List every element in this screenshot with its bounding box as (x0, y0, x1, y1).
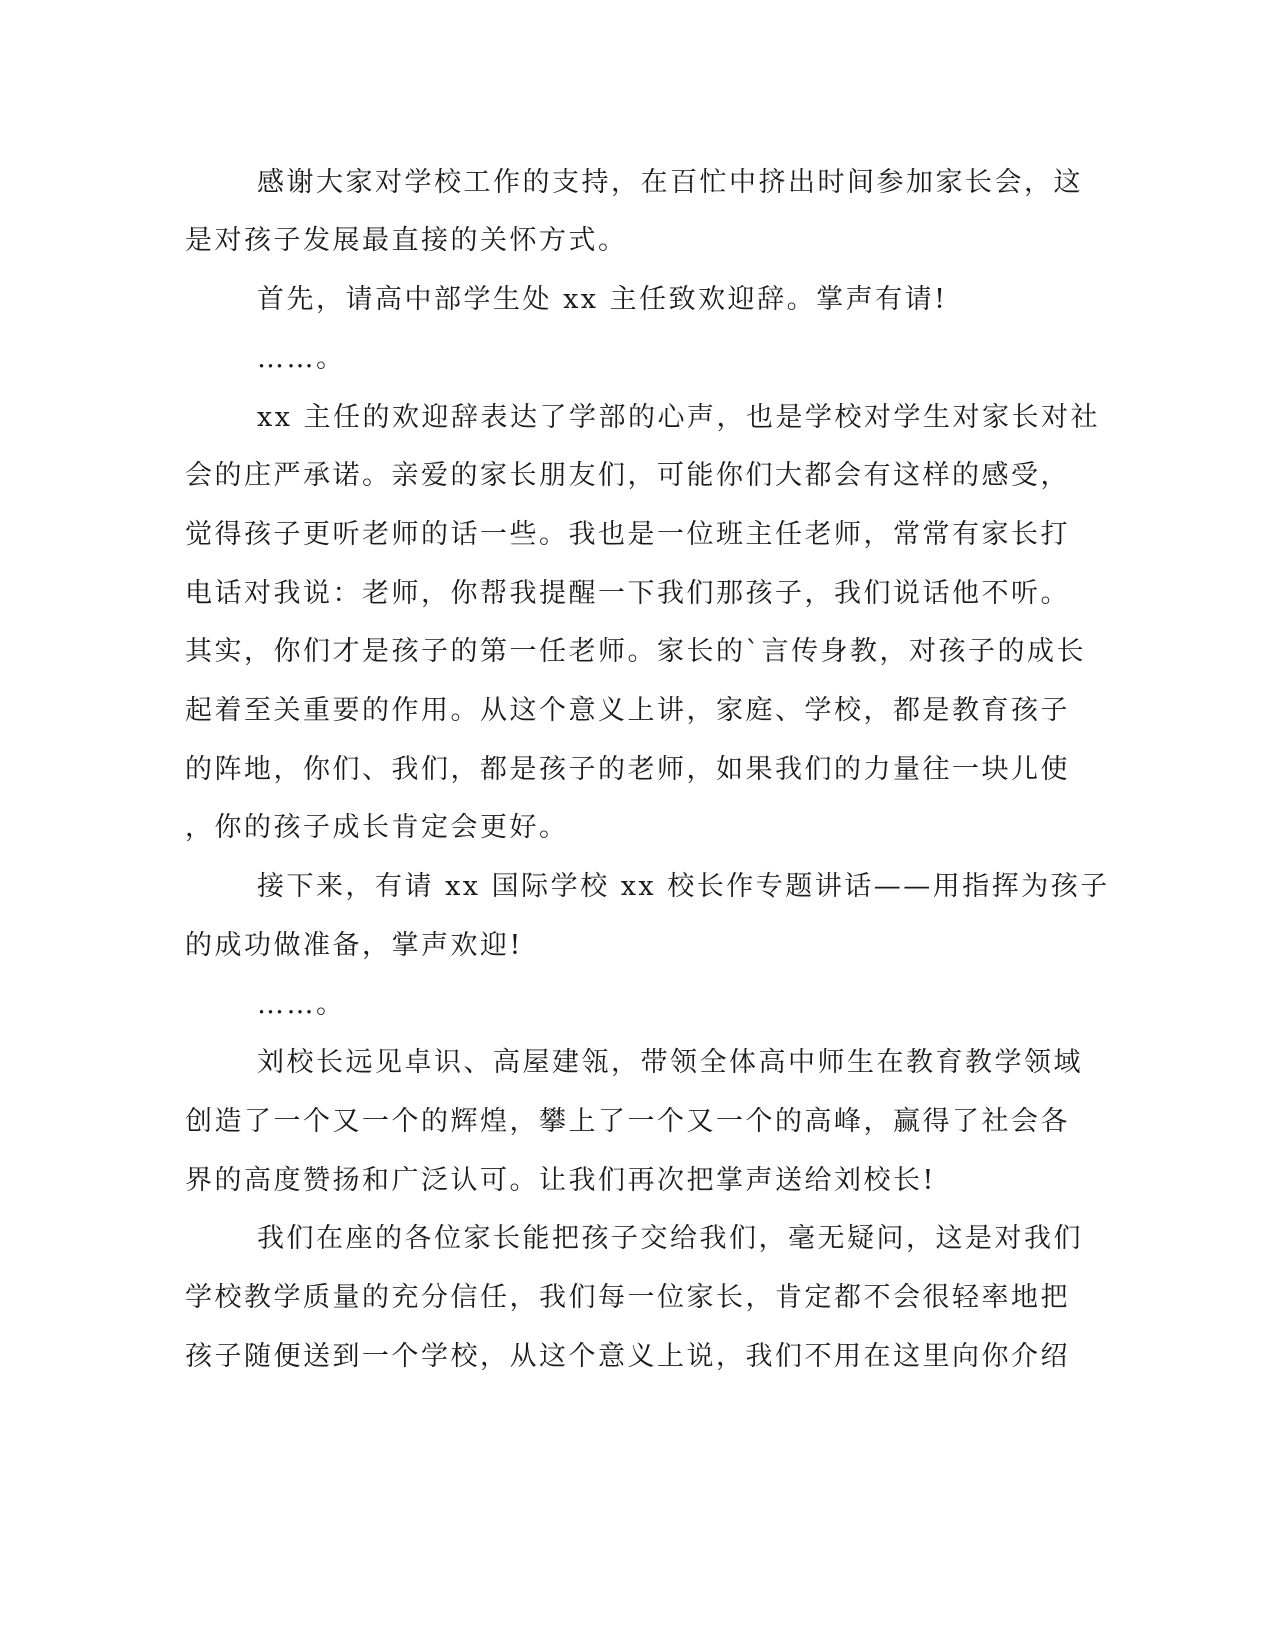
text-line: 我们在座的各位家长能把孩子交给我们，毫无疑问，这是对我们 (257, 1223, 1083, 1254)
text-line: 会的庄严承诺。亲爱的家长朋友们，可能你们大都会有这样的感受， (185, 460, 1070, 491)
text-line: 起着至关重要的作用。从这个意义上讲，家庭、学校，都是教育孩子 (185, 695, 1070, 726)
text-line: 学校教学质量的充分信任，我们每一位家长，肯定都不会很轻率地把 (185, 1282, 1070, 1313)
text-line: 其实，你们才是孩子的第一任老师。家长的`言传身教，对孩子的成长 (185, 636, 1086, 667)
text-line: 创造了一个又一个的辉煌，攀上了一个又一个的高峰，赢得了社会各 (185, 1106, 1070, 1137)
text-line: 的成功做准备，掌声欢迎! (185, 930, 523, 961)
ellipsis-line: ……。 (257, 989, 346, 1020)
text-line: ，你的孩子成长肯定会更好。 (185, 812, 569, 843)
text-line: 首先，请高中部学生处 xx 主任致欢迎辞。掌声有请! (257, 284, 948, 315)
text-line: 刘校长远见卓识、高屋建瓴，带领全体高中师生在教育教学领域 (257, 1047, 1083, 1078)
text-line: 电话对我说：老师，你帮我提醒一下我们那孩子，我们说话他不听。 (185, 578, 1070, 609)
text-line: 接下来，有请 xx 国际学校 xx 校长作专题讲话——用指挥为孩子 (257, 871, 1110, 902)
text-line: 是对孩子发展最直接的关怀方式。 (185, 225, 628, 256)
text-line: 感谢大家对学校工作的支持，在百忙中挤出时间参加家长会，这 (257, 167, 1083, 198)
text-line: 孩子随便送到一个学校，从这个意义上说，我们不用在这里向你介绍 (185, 1341, 1070, 1372)
text-line: xx 主任的欢迎辞表达了学部的心声，也是学校对学生对家长对社 (257, 402, 1101, 433)
text-line: 的阵地，你们、我们，都是孩子的老师，如果我们的力量往一块儿使 (185, 754, 1070, 785)
ellipsis-line: ……。 (257, 343, 346, 374)
text-line: 觉得孩子更听老师的话一些。我也是一位班主任老师，常常有家长打 (185, 519, 1070, 550)
text-line: 界的高度赞扬和广泛认可。让我们再次把掌声送给刘校长! (185, 1165, 936, 1196)
